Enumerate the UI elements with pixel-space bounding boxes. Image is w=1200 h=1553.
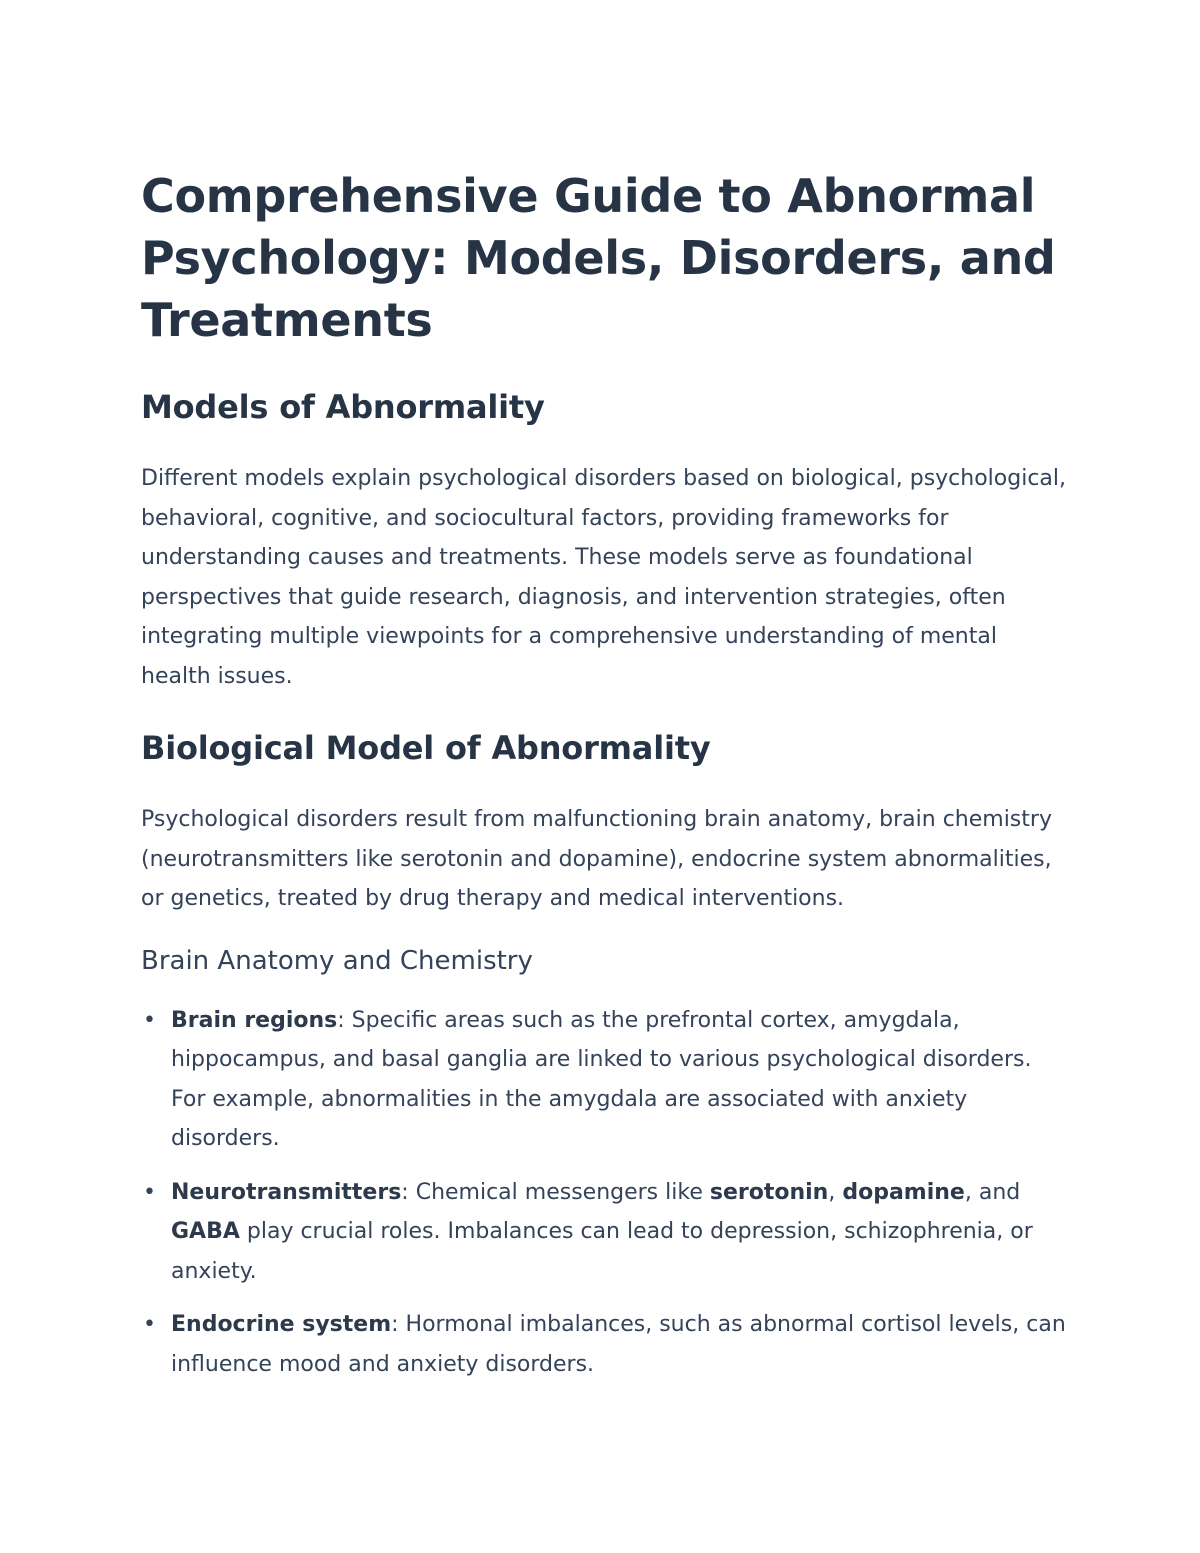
list-item	[141, 1173, 1071, 1292]
bullet-term: Brain regions	[171, 1007, 338, 1033]
bullet-icon: •	[143, 1007, 156, 1033]
document-page	[141, 165, 1071, 1398]
bullet-text: , and	[964, 1179, 1021, 1205]
list-item	[141, 1305, 1071, 1384]
bullet-bold-serotonin: serotonin	[709, 1179, 829, 1205]
bullet-text: ,	[828, 1179, 843, 1205]
section-heading-models: Models of Abnormality	[141, 388, 545, 426]
bullet-text: play crucial roles. Imbalances can lead to depression, schizophrenia, or anxiety.	[171, 1219, 1033, 1284]
section-heading-biological: Biological Model of Abnormality	[141, 729, 711, 767]
subheading-brain-anatomy: Brain Anatomy and Chemistry	[141, 945, 533, 976]
bullet-bold-dopamine: dopamine	[842, 1179, 965, 1205]
bullet-icon: •	[143, 1179, 156, 1205]
models-paragraph: Different models explain psychological disorders based on biological, psychological, behavioral, cognitive, and sociocultural factors, providing frameworks for understanding causes and treatments. These models serve as foundational perspectives that guide research, diagnosis, and intervention strategies, often integrating multiple viewpoints for a comprehensive understanding of mental health issues.	[141, 466, 1067, 689]
bullet-text: : Chemical messengers like	[401, 1179, 710, 1205]
bullet-text: : Specific areas such as the prefrontal cortex, amygdala, hippocampus, and basal ganglia are linked to various psychological disorders. For example, abnormalities in the amygdala are associated with anxiety disorders.	[171, 1007, 1032, 1151]
biological-paragraph: Psychological disorders result from malfunctioning brain anatomy, brain chemistry (neurotransmitters like serotonin and dopamine), endocrine system abnormalities, or genetics, treated by drug therapy and medical interventions.	[141, 807, 1052, 911]
bullet-bold-gaba: GABA	[171, 1219, 240, 1244]
bullet-list	[141, 1001, 1071, 1385]
bullet-term: Neurotransmitters	[171, 1179, 402, 1205]
bullet-term: Endocrine system	[171, 1312, 392, 1337]
bullet-icon: •	[143, 1312, 156, 1337]
list-item	[141, 1001, 1071, 1159]
page-title: Comprehensive Guide to Abnormal Psychology: Models, Disorders, and Treatments	[141, 169, 1056, 347]
bullet-text: : Hormonal imbalances, such as abnormal cortisol levels, can influence mood and anxiety disorders.	[171, 1312, 1066, 1377]
